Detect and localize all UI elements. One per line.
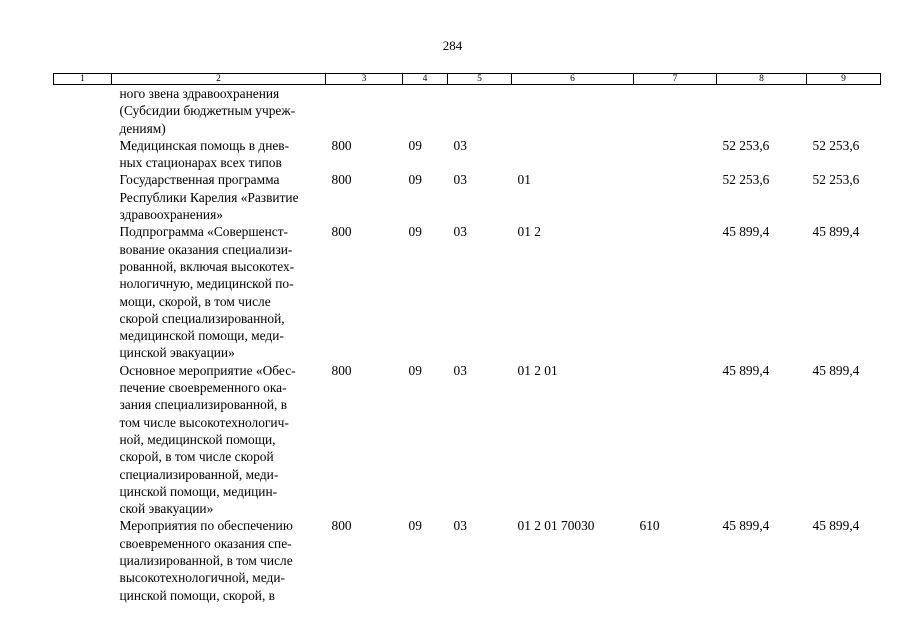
- table-row: [54, 362, 881, 518]
- item-name-line: мощи, скорой, в том числе: [119, 293, 271, 309]
- amount-cell: 45 899,4: [812, 362, 860, 378]
- code-section-cell: 800: [331, 224, 352, 240]
- row-number-cell: [54, 362, 112, 518]
- target-article-cell: 01 2 01 70030: [517, 518, 595, 534]
- row-number-cell: [54, 137, 112, 172]
- item-name-line: специализированной, меди-: [119, 466, 279, 482]
- item-name-line: Основное мероприятие «Обес-: [119, 362, 296, 378]
- amount-cell: 45 899,4: [812, 224, 860, 240]
- item-name-line: медицинской помощи, меди-: [119, 328, 284, 344]
- item-name-line: скорой специализированной,: [119, 310, 285, 326]
- item-name-line: вование оказания специализи-: [119, 241, 293, 257]
- code-division-cell: 09: [408, 224, 422, 240]
- code-section-cell: 800: [331, 172, 352, 188]
- page-number: 284: [442, 38, 463, 53]
- item-name-line: циализированной, в том числе: [119, 553, 293, 569]
- item-name-cell: [112, 137, 326, 172]
- expense-type-cell: [634, 362, 717, 518]
- item-name-line: Государственная программа: [119, 172, 280, 188]
- item-name-line: рованной, включая высокотех-: [119, 258, 295, 274]
- item-name-cell: [112, 223, 326, 361]
- code-section-cell: [326, 85, 403, 137]
- row-number-cell: [54, 85, 112, 137]
- code-division-cell: 09: [408, 137, 422, 153]
- code-section-cell: 800: [331, 362, 352, 378]
- target-article-cell: 01: [517, 172, 531, 188]
- column-header: 7: [634, 74, 717, 85]
- column-header: 4: [403, 74, 448, 85]
- item-name-line: (Субсидии бюджетным учреж-: [119, 103, 296, 119]
- code-section-cell: 800: [331, 518, 352, 534]
- item-name-cell: [112, 517, 326, 603]
- amount-cell: 52 253,6: [722, 137, 770, 153]
- item-name-line: Медицинская помощь в днев-: [119, 137, 290, 153]
- item-name-line: ской эвакуации»: [119, 501, 214, 517]
- item-name-line: ных стационарах всех типов: [119, 155, 282, 171]
- expense-type-cell: [634, 171, 717, 223]
- table-row: [54, 171, 881, 223]
- target-article-cell: [512, 85, 634, 137]
- item-name-cell: [112, 362, 326, 518]
- item-name-line: здравоохранения»: [119, 207, 223, 223]
- item-name-line: Мероприятия по обеспечению: [119, 518, 293, 534]
- amount-cell: [717, 85, 807, 137]
- item-name-line: дениям): [119, 120, 166, 136]
- column-header: 8: [717, 74, 807, 85]
- amount-cell: 45 899,4: [722, 224, 770, 240]
- budget-table-body: [54, 85, 881, 604]
- table-row: [54, 517, 881, 603]
- item-name-line: ной, медицинской помощи,: [119, 431, 276, 447]
- item-name-line: Подпрограмма «Совершенст-: [119, 224, 289, 240]
- amount-cell: 45 899,4: [722, 518, 770, 534]
- code-subdivision-cell: 03: [453, 172, 467, 188]
- code-subdivision-cell: 03: [453, 518, 467, 534]
- table-row: [54, 137, 881, 172]
- row-number-cell: [54, 223, 112, 361]
- table-row: [54, 85, 881, 137]
- code-subdivision-cell: 03: [453, 224, 467, 240]
- column-header: 2: [112, 74, 326, 85]
- expense-type-cell: 610: [639, 518, 660, 534]
- item-name-line: зания специализированной, в: [119, 397, 288, 413]
- item-name-line: ного звена здравоохранения: [119, 86, 280, 101]
- item-name-line: нологичную, медицинской по-: [119, 276, 294, 292]
- expense-type-cell: [634, 223, 717, 361]
- code-division-cell: 09: [408, 518, 422, 534]
- column-header: 5: [448, 74, 512, 85]
- amount-cell: 45 899,4: [812, 518, 860, 534]
- item-name-line: цинской помощи, медицин-: [119, 483, 278, 499]
- table-row: [54, 223, 881, 361]
- column-number-header-row: [54, 74, 881, 85]
- amount-cell: 52 253,6: [722, 172, 770, 188]
- row-number-cell: [54, 517, 112, 603]
- code-subdivision-cell: 03: [453, 137, 467, 153]
- amount-cell: 45 899,4: [722, 362, 770, 378]
- item-name-line: цинской эвакуации»: [119, 345, 235, 361]
- column-header: 9: [807, 74, 881, 85]
- row-number-cell: [54, 171, 112, 223]
- item-name-line: своевременного оказания спе-: [119, 535, 292, 551]
- item-name-line: Республики Карелия «Развитие: [119, 189, 299, 205]
- item-name-line: печение своевременного ока-: [119, 380, 287, 396]
- item-name-line: цинской помощи, скорой, в: [119, 587, 275, 603]
- expense-type-cell: [634, 137, 717, 172]
- column-header: 1: [54, 74, 112, 85]
- column-header: 3: [326, 74, 403, 85]
- code-section-cell: 800: [331, 137, 352, 153]
- item-name-line: высокотехнологичной, меди-: [119, 570, 285, 586]
- budget-table: [53, 73, 881, 604]
- code-division-cell: 09: [408, 172, 422, 188]
- amount-cell: 52 253,6: [812, 172, 860, 188]
- code-subdivision-cell: 03: [453, 362, 467, 378]
- code-division-cell: 09: [408, 362, 422, 378]
- code-division-cell: [403, 85, 448, 137]
- item-name-line: том числе высокотехнологич-: [119, 414, 289, 430]
- item-name-line: скорой, в том числе скорой: [119, 449, 274, 465]
- item-name-cell: [112, 171, 326, 223]
- code-subdivision-cell: [448, 85, 512, 137]
- target-article-cell: [512, 137, 634, 172]
- amount-cell: [807, 85, 881, 137]
- expense-type-cell: [634, 85, 717, 137]
- column-header: 6: [512, 74, 634, 85]
- amount-cell: 52 253,6: [812, 137, 860, 153]
- item-name-cell: [112, 85, 326, 137]
- target-article-cell: 01 2: [517, 224, 541, 240]
- target-article-cell: 01 2 01: [517, 362, 558, 378]
